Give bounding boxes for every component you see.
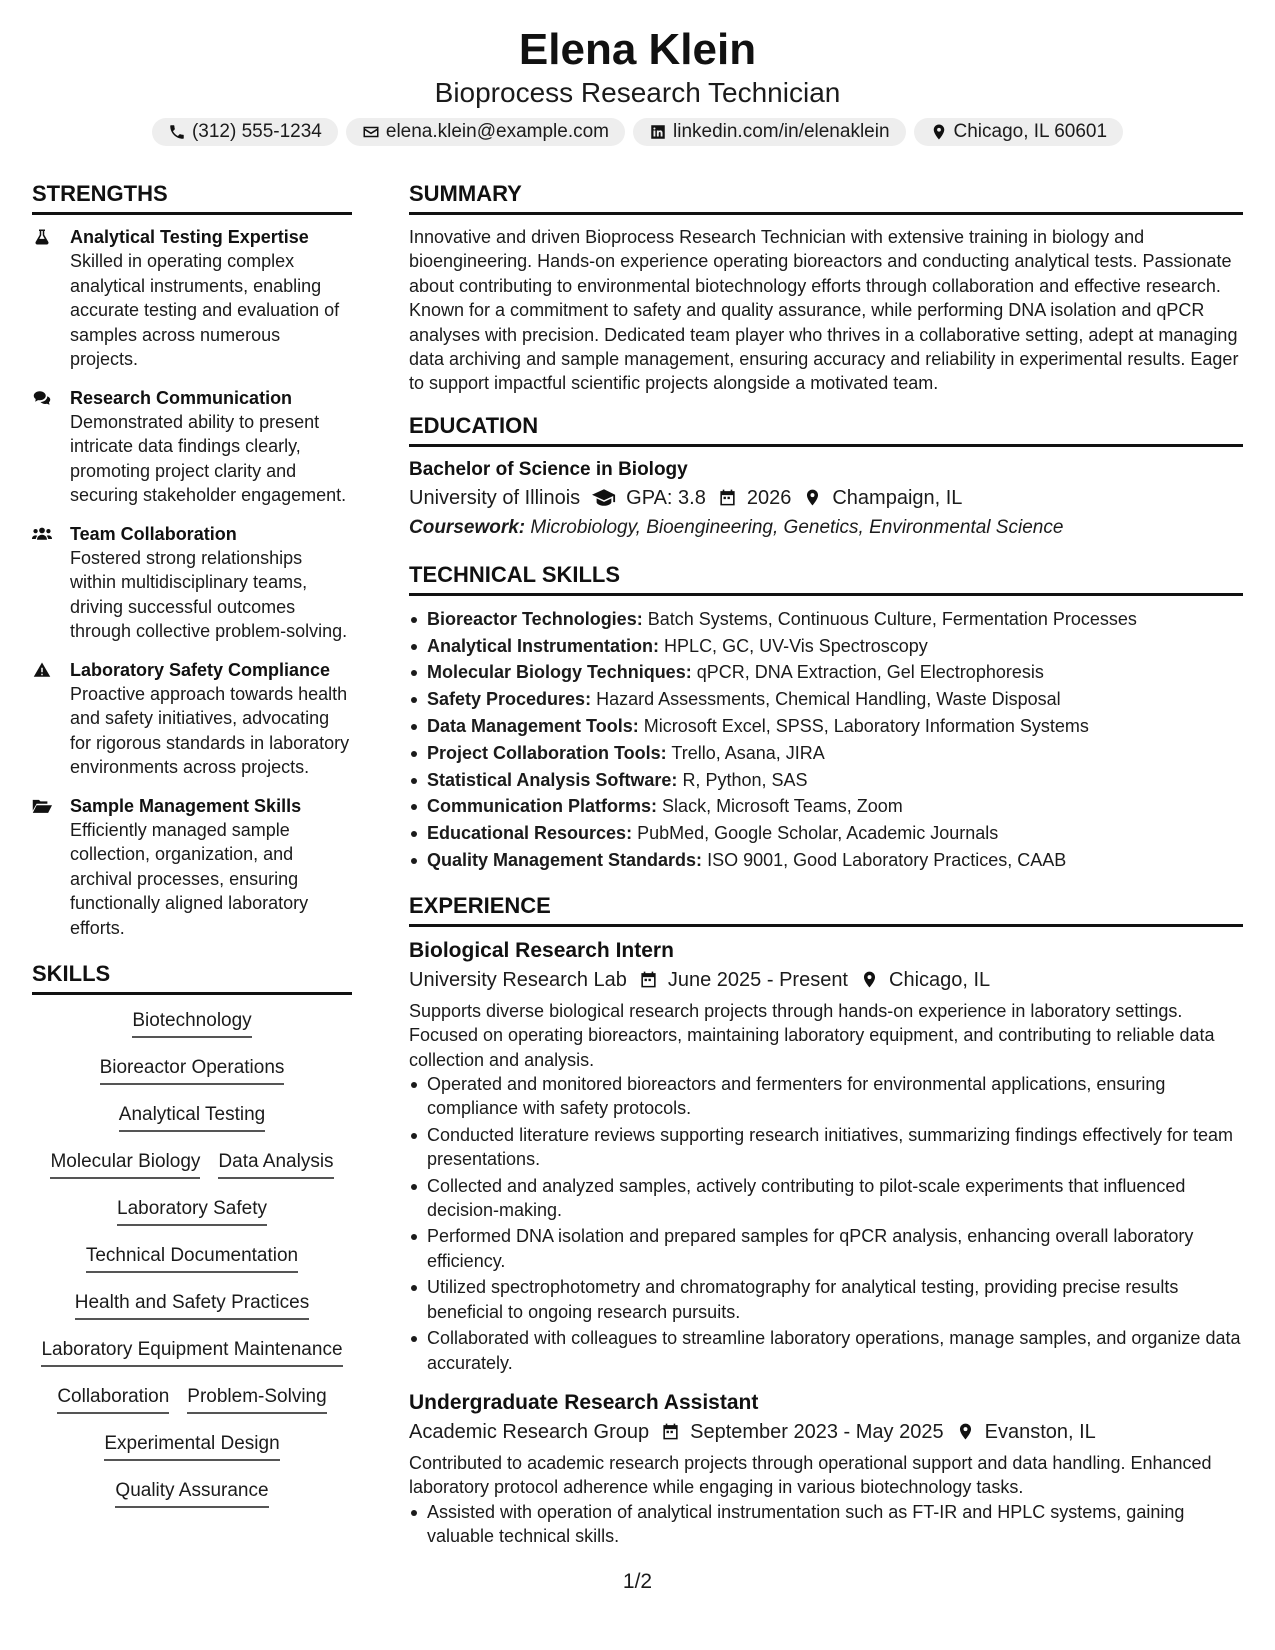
- tech-skill-item: Quality Management Standards: ISO 9001, Good Laboratory Practices, CAAB: [409, 847, 1243, 874]
- job-bullets: [409, 1500, 1243, 1549]
- warning-icon: [32, 661, 52, 679]
- tech-skill-item: Project Collaboration Tools: Trello, Asana, JIRA: [409, 740, 1243, 767]
- tech-skill-item: Molecular Biology Techniques: qPCR, DNA Extraction, Gel Electrophoresis: [409, 659, 1243, 686]
- strength-item: [32, 794, 352, 941]
- education-heading: EDUCATION: [409, 412, 1243, 447]
- skill-tag: Health and Safety Practices: [75, 1291, 309, 1320]
- folder-open-icon: [32, 797, 52, 815]
- candidate-name: Elena Klein: [518, 25, 757, 74]
- job-meta: [409, 1417, 1243, 1447]
- phone-icon: [168, 123, 186, 141]
- tech-skill-item: Communication Platforms: Slack, Microsoft Teams, Zoom: [409, 793, 1243, 820]
- calendar-icon: [661, 1422, 680, 1441]
- skill-tag: Problem-Solving: [187, 1385, 326, 1414]
- skill-tag: Molecular Biology: [50, 1150, 200, 1179]
- strength-item: [32, 386, 352, 508]
- technical-skills-list: [409, 606, 1243, 874]
- tech-skill-item: Analytical Instrumentation: HPLC, GC, UV-Vis Spectroscopy: [409, 633, 1243, 660]
- envelope-icon: [362, 123, 380, 141]
- page-number: 1/2: [622, 1570, 653, 1593]
- job-bullet: Collected and analyzed samples, actively contributing to pilot-scale experiments that influenced decision-making.: [409, 1174, 1243, 1223]
- education-location: Champaign, IL: [832, 486, 963, 509]
- job-bullet: Assisted with operation of analytical instrumentation such as FT-IR and HPLC systems, gaining valuable technical skills.: [409, 1500, 1243, 1549]
- job-bullet: Collaborated with colleagues to streamline laboratory operations, manage samples, and organize data accurately.: [409, 1326, 1243, 1375]
- education-degree: Bachelor of Science in Biology: [409, 458, 688, 480]
- job-meta: [409, 965, 1243, 995]
- contact-linkedin-text: linkedin.com/in/elenaklein: [673, 121, 890, 142]
- skill-tag: Quality Assurance: [115, 1479, 268, 1508]
- skills-list: [32, 1009, 352, 1526]
- skill-tag: Data Analysis: [218, 1150, 333, 1179]
- tech-skill-item: Data Management Tools: Microsoft Excel, SPSS, Laboratory Information Systems: [409, 713, 1243, 740]
- job-bullets: [409, 1072, 1243, 1375]
- graduation-cap-icon: [592, 488, 616, 507]
- tech-skill-item: Educational Resources: PubMed, Google Scholar, Academic Journals: [409, 820, 1243, 847]
- calendar-icon: [639, 970, 658, 989]
- strength-title: Research Communication: [70, 387, 293, 408]
- strength-item: [32, 225, 352, 372]
- map-pin-icon: [956, 1422, 975, 1441]
- map-pin-icon: [930, 123, 948, 141]
- job-org: Academic Research Group: [409, 1420, 650, 1443]
- contact-location-text: Chicago, IL 60601: [953, 121, 1108, 142]
- job-bullet: Performed DNA isolation and prepared samples for qPCR analysis, enhancing overall laboratory efficiency.: [409, 1224, 1243, 1273]
- education-meta: [409, 483, 1243, 513]
- contact-phone-text: (312) 555-1234: [191, 121, 322, 142]
- candidate-title: Bioprocess Research Technician: [434, 77, 841, 108]
- strength-title: Analytical Testing Expertise: [70, 227, 309, 247]
- contact-phone[interactable]: [152, 118, 338, 146]
- tech-skill-item: Statistical Analysis Software: R, Python, SAS: [409, 767, 1243, 794]
- job-location: Evanston, IL: [984, 1420, 1096, 1443]
- experience-heading: EXPERIENCE: [409, 892, 1243, 927]
- skill-tag: Laboratory Safety: [117, 1197, 267, 1226]
- users-icon: [32, 525, 52, 543]
- tech-skill-item: Bioreactor Technologies: Batch Systems, Continuous Culture, Fermentation Processes: [409, 606, 1243, 633]
- strength-desc: Demonstrated ability to present intricate data findings clearly, promoting project clarity and securing stakeholder engagement.: [70, 411, 347, 505]
- job-entry: [409, 937, 1243, 1375]
- skill-tag: Collaboration: [57, 1385, 169, 1414]
- right-column: [409, 180, 1243, 1563]
- skills-heading: SKILLS: [32, 960, 352, 995]
- job-title: Biological Research Intern: [409, 938, 674, 962]
- contact-email[interactable]: [346, 118, 625, 146]
- summary-text: Innovative and driven Bioprocess Research Technician with extensive training in biology and bioengineering. Hands-on experience operating bioreactors and conducting analytical tests. Passionate about contributing to environmental biotechnology efforts through collaboration and effective research. Known for a commitment to safety and quality assurance, while performing DNA isolation and qPCR analyses with precision. Dedicated team player who thrives in a collaborative setting, adept at managing data archiving and sample management, ensuring accuracy and reliability in experimental results. Eager to support impactful scientific projects alongside a motivated team.: [409, 227, 1239, 394]
- education-coursework: [409, 513, 1243, 543]
- coursework-list: Microbiology, Bioengineering, Genetics, Environmental Science: [530, 516, 1064, 538]
- strength-title: Laboratory Safety Compliance: [70, 659, 331, 680]
- job-entry: [409, 1389, 1243, 1549]
- skill-tag: Analytical Testing: [119, 1103, 265, 1132]
- job-description: Supports diverse biological research projects through hands-on experience in laboratory settings. Focused on operating bioreactors, maintaining laboratory equipment, and contributing to reliable data collection and analysis.: [409, 1000, 1215, 1070]
- left-column: [32, 180, 352, 1526]
- job-description: Contributed to academic research projects through operational support and data handling. Enhanced laboratory protocol adherence while engaging in various biotechnology tasks.: [409, 1452, 1212, 1498]
- coursework-label: Coursework:: [409, 516, 526, 538]
- education-gpa: GPA: 3.8: [626, 486, 706, 509]
- job-bullet: Conducted literature reviews supporting research initiatives, summarizing findings effectively for team presentations.: [409, 1123, 1243, 1172]
- map-pin-icon: [803, 488, 822, 507]
- technical-skills-heading: TECHNICAL SKILLS: [409, 561, 1243, 596]
- resume-header: [0, 24, 1275, 146]
- map-pin-icon: [860, 970, 879, 989]
- strength-desc: Skilled in operating complex analytical instruments, enabling accurate testing and evaluation of samples across numerous projects.: [70, 251, 340, 369]
- strength-desc: Efficiently managed sample collection, organization, and archival processes, ensuring functionally aligned laboratory efforts.: [70, 819, 309, 938]
- contact-location: [914, 118, 1124, 146]
- strength-desc: Proactive approach towards health and safety initiatives, advocating for rigorous standards in laboratory environments across projects.: [70, 683, 350, 777]
- skill-tag: Laboratory Equipment Maintenance: [41, 1338, 342, 1367]
- strength-item: [32, 522, 352, 644]
- strength-item: [32, 658, 352, 780]
- job-bullet: Utilized spectrophotometry and chromatography for analytical testing, providing precise results beneficial to ongoing research pursuits.: [409, 1275, 1243, 1324]
- skill-tag: Biotechnology: [132, 1009, 251, 1038]
- job-dates: September 2023 - May 2025: [690, 1420, 944, 1443]
- education-school: University of Illinois: [409, 486, 581, 509]
- summary-heading: SUMMARY: [409, 180, 1243, 215]
- job-dates: June 2025 - Present: [667, 968, 848, 991]
- strength-title: Sample Management Skills: [70, 795, 302, 816]
- job-title: Undergraduate Research Assistant: [409, 1390, 759, 1414]
- job-org: University Research Lab: [409, 968, 627, 991]
- skill-tag: Bioreactor Operations: [100, 1056, 285, 1085]
- tech-skill-item: Safety Procedures: Hazard Assessments, Chemical Handling, Waste Disposal: [409, 686, 1243, 713]
- linkedin-icon: [649, 123, 667, 141]
- strength-desc: Fostered strong relationships within multidisciplinary teams, driving successful outcomes through collective problem-solving.: [70, 547, 348, 641]
- education-year: 2026: [746, 486, 792, 509]
- job-bullet: Operated and monitored bioreactors and fermenters for environmental applications, ensuring compliance with safety protocols.: [409, 1072, 1243, 1121]
- flask-icon: [32, 228, 52, 246]
- contact-email-text: elena.klein@example.com: [385, 121, 609, 142]
- skill-tag: Technical Documentation: [86, 1244, 298, 1273]
- calendar-icon: [718, 488, 737, 507]
- contact-linkedin[interactable]: [633, 118, 906, 146]
- contact-bar: [0, 118, 1275, 146]
- skill-tag: Experimental Design: [104, 1432, 279, 1461]
- strength-title: Team Collaboration: [70, 523, 237, 544]
- strengths-heading: STRENGTHS: [32, 180, 352, 215]
- comments-icon: [32, 389, 52, 407]
- job-location: Chicago, IL: [889, 968, 991, 991]
